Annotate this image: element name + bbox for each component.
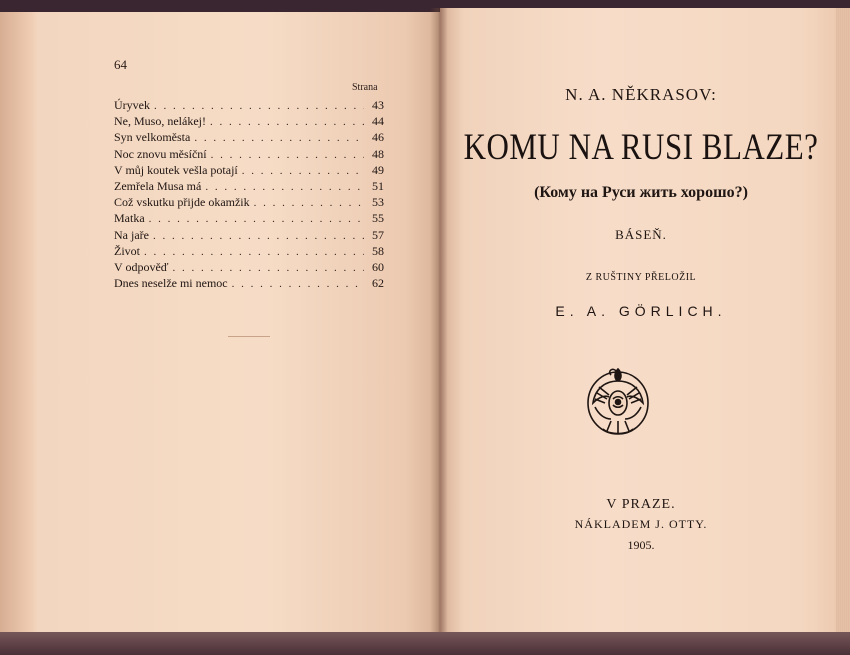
toc-leader-dots [205, 181, 364, 193]
toc-entry-page: 49 [372, 162, 384, 177]
toc-entry-page: 62 [372, 276, 384, 291]
toc-entry-page: 46 [372, 130, 384, 145]
translator-name: E. A. GÖRLICH. [555, 303, 727, 319]
toc-entry-page: 43 [372, 98, 384, 112]
toc-leader-dots [173, 262, 364, 274]
publisher-name: NÁKLADEM J. OTTY. [574, 517, 708, 531]
toc-entry [114, 163, 384, 179]
page-number: 64 [114, 57, 127, 72]
toc-entry [114, 179, 384, 195]
toc-entry-title: Zemřela Musa má [114, 178, 202, 193]
toc-entry [114, 211, 384, 227]
toc-entry-title: Ne, Muso, nelákej! [114, 114, 206, 129]
publication-year: 1905. [627, 538, 655, 552]
toc-leader-dots [149, 213, 364, 225]
toc-entry-title: Dnes neselže mi nemoc [114, 276, 228, 291]
toc-entry-title: Na jaře [114, 227, 149, 242]
toc-entry-title: Úryvek [114, 98, 150, 112]
toc-entry-page: 58 [372, 243, 384, 258]
translation-note: Z RUŠTINY PŘELOŽIL [585, 272, 697, 283]
toc-leader-dots [232, 278, 364, 290]
toc-leader-dots [154, 100, 364, 112]
toc-leader-dots [254, 197, 364, 209]
publication-place: V PRAZE. [606, 497, 676, 512]
toc-leader-dots [194, 132, 364, 144]
toc-leader-dots [242, 165, 364, 177]
toc-entry [114, 98, 384, 114]
toc-entry [114, 228, 384, 244]
toc-leader-dots [211, 149, 364, 161]
toc-leader-dots [144, 246, 364, 258]
toc-entry-page: 44 [372, 114, 384, 129]
toc-entry-page: 57 [372, 227, 384, 242]
toc-entry-title: Noc znovu měsíční [114, 146, 207, 161]
table-of-contents [114, 98, 384, 292]
toc-entry-title: Život [114, 243, 140, 258]
toc-entry [114, 147, 384, 163]
toc-entry-title: Syn velkoměsta [114, 130, 191, 145]
toc-entry-title: Matka [114, 211, 145, 226]
book-cover-edge [0, 630, 850, 655]
book-title: KOMU NA RUSI BLAZE? [463, 126, 819, 168]
toc-entry-title: V odpověď [114, 259, 169, 274]
toc-entry-page: 60 [372, 259, 384, 274]
toc-entry-page: 51 [372, 178, 384, 193]
author-name: N. A. NĚKRASOV: [565, 85, 717, 104]
toc-entry-title: Což vskutku přijde okamžik [114, 195, 250, 210]
toc-entry [114, 195, 384, 211]
toc-entry-page: 48 [372, 146, 384, 161]
left-page [0, 12, 440, 632]
toc-entry-page: 53 [372, 195, 384, 210]
toc-entry-title: V můj koutek vešla potají [114, 162, 238, 177]
toc-entry [114, 276, 384, 292]
original-title: (Кому на Руси жить хорошо?) [534, 184, 748, 201]
faint-mark [228, 336, 270, 337]
toc-entry [114, 260, 384, 276]
toc-entry [114, 130, 384, 146]
toc-entry-page: 55 [372, 211, 384, 226]
genre-label: BÁSEŇ. [615, 227, 667, 242]
eagle-emblem-icon [583, 363, 653, 439]
toc-leader-dots [210, 116, 364, 128]
toc-entry [114, 114, 384, 130]
toc-leader-dots [153, 230, 364, 242]
toc-entry [114, 244, 384, 260]
toc-column-heading: Strana [352, 82, 378, 93]
